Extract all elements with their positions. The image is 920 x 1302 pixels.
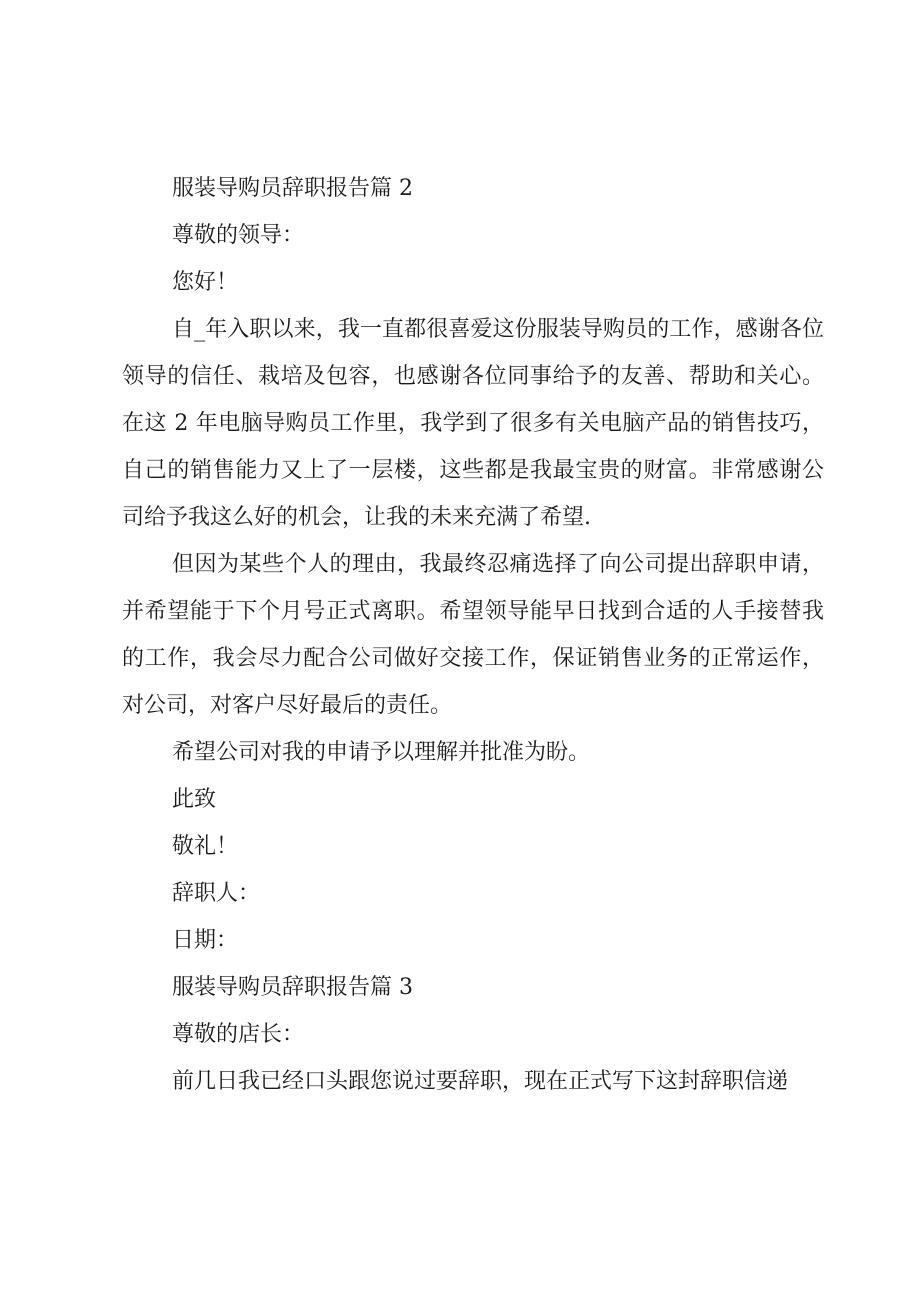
- section-heading: 服装导购员辞职报告篇 3: [172, 975, 413, 1000]
- document-body: [122, 165, 824, 1105]
- body-paragraph: 但因为某些个人的理由，我最终忍痛选择了向公司提出辞职申请，并希望能于下个月号正式离职。希望领导能早日找到合适的人手接替我的工作，我会尽力配合公司做好交接工作，保证销售业务的正常运作，对公司，对客户尽好最后的责任。: [122, 552, 824, 718]
- section-heading: 服装导购员辞职报告篇 2: [172, 176, 413, 201]
- signer-label: 辞职人：: [172, 881, 261, 906]
- date-label: 日期：: [172, 928, 239, 953]
- closing-line: 敬礼！: [172, 834, 239, 859]
- body-paragraph: 前几日我已经口头跟您说过要辞职，现在正式写下这封辞职信递: [172, 1069, 789, 1094]
- greeting: 您好！: [172, 270, 239, 295]
- closing-line: 此致: [172, 787, 217, 812]
- request-line: 希望公司对我的申请予以理解并批准为盼。: [172, 740, 591, 765]
- body-paragraph: 自_年入职以来，我一直都很喜爱这份服装导购员的工作，感谢各位领导的信任、栽培及包容，也感谢各位同事给予的友善、帮助和关心。在这 2 年电脑导购员工作里，我学到了很多有关电脑产品的销售技巧，自己的销售能力又上了一层楼，这些都是我最宝贵的财富。非常感谢公司给予我这么好的机会，让我的未来充满了希望.: [122, 317, 824, 530]
- salutation: 尊敬的领导：: [172, 223, 305, 248]
- salutation: 尊敬的店长：: [172, 1022, 305, 1047]
